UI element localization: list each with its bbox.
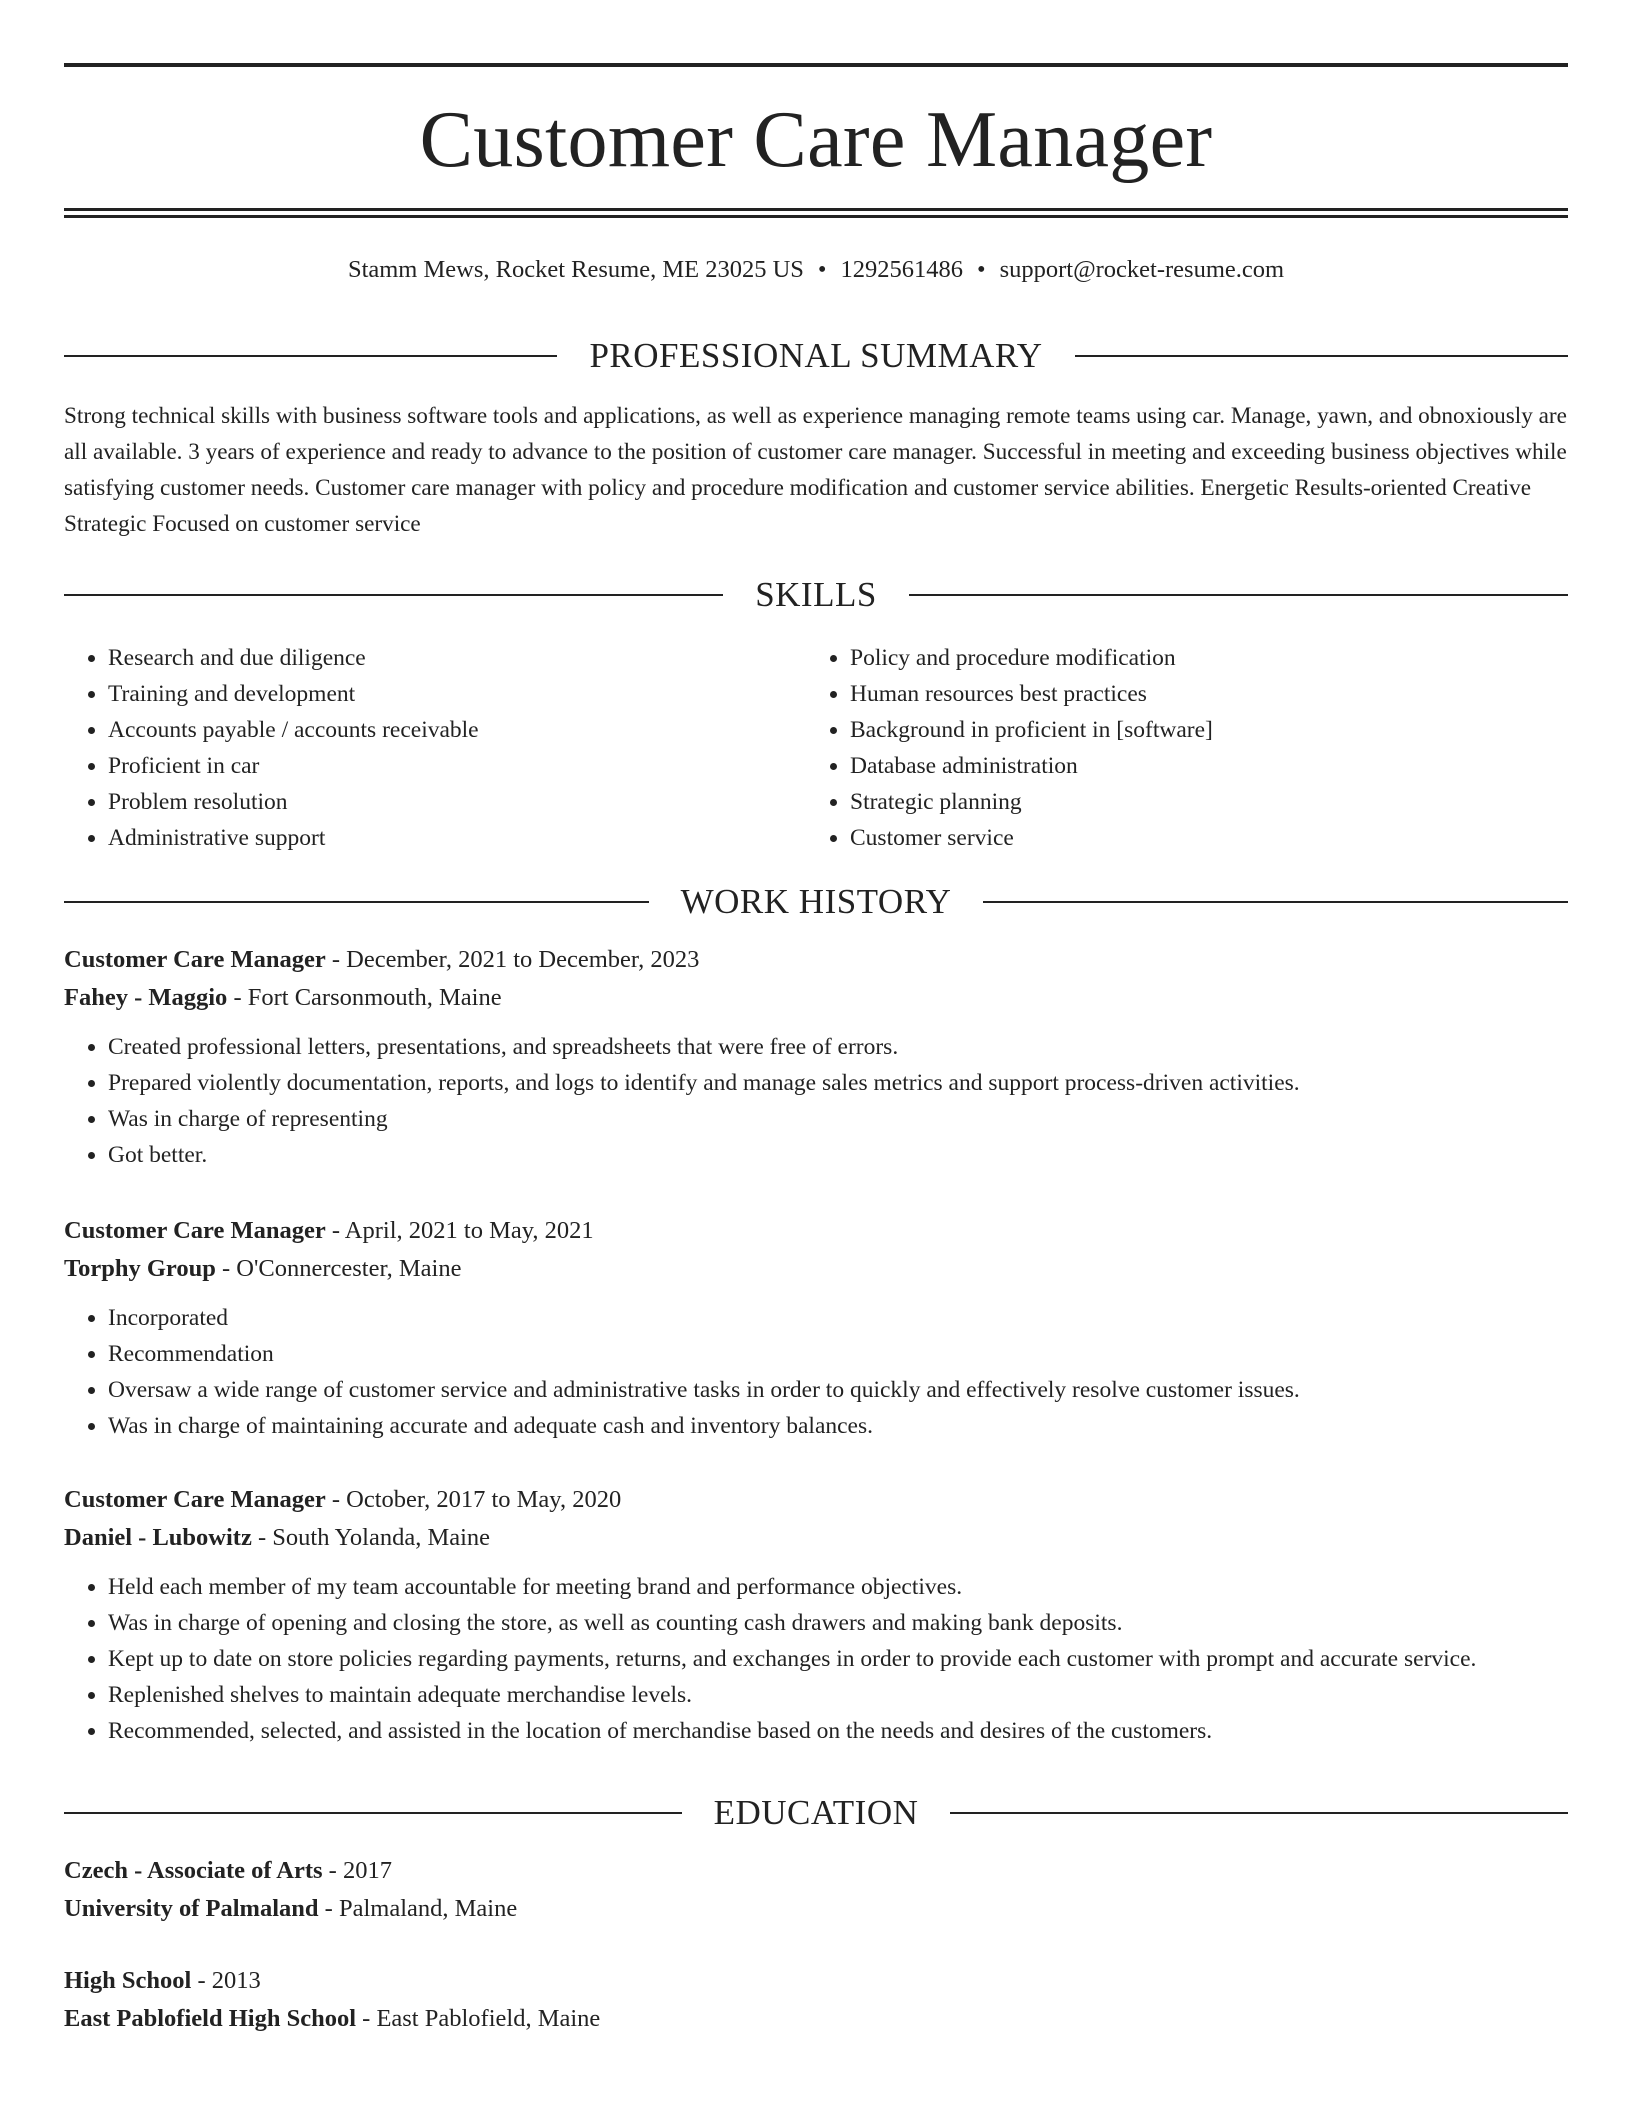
- skill-item: • Problem resolution: [108, 784, 806, 820]
- job-bullet: • Was in charge of opening and closing the store, as well as counting cash drawers and making bank deposits.: [108, 1605, 1568, 1641]
- skill-item: • Administrative support: [108, 820, 806, 856]
- job-company-line: Torphy Group - O'Connercester, Maine: [64, 1255, 462, 1282]
- skill-item: • Policy and procedure modification: [850, 640, 1568, 676]
- job-title: Customer Care Manager: [64, 1486, 326, 1513]
- work-section-title: WORK HISTORY: [680, 882, 952, 921]
- job-entry: [64, 1212, 1568, 1444]
- education-section-title: EDUCATION: [713, 1793, 919, 1832]
- job-entry: [64, 941, 1568, 1173]
- education-school-line: University of Palmaland - Palmaland, Maine: [64, 1895, 518, 1922]
- education-entry: [64, 1962, 1568, 2038]
- skill-item: • Research and due diligence: [108, 640, 806, 676]
- education-degree-line: High School - 2013: [64, 1967, 261, 1994]
- job-title: Customer Care Manager: [64, 946, 326, 973]
- job-dates: October, 2017 to May, 2020: [346, 1486, 622, 1513]
- job-company: Torphy Group: [64, 1255, 216, 1282]
- job-bullet: • Got better.: [108, 1137, 1568, 1173]
- job-title-line: Customer Care Manager - December, 2021 to December, 2023: [64, 946, 700, 973]
- skill-item: • Customer service: [850, 820, 1568, 856]
- education-degree: High School: [64, 1967, 192, 1994]
- job-location: Fort Carsonmouth, Maine: [247, 984, 502, 1011]
- education-location: Palmaland, Maine: [338, 1895, 518, 1922]
- job-company-line: Daniel - Lubowitz - South Yolanda, Maine: [64, 1524, 491, 1551]
- summary-text: Strong technical skills with business software tools and applications, as well as experience managing remote teams using car. Manage, yawn, and obnoxiously are all available. 3 years of experience and ready to advance to the position of customer care manager. Successful in meeting and exceeding business objectives while satisfying customer needs. Customer care manager with policy and procedure modification and customer service abilities. Energetic Results-oriented Creative Strategic Focused on customer service: [64, 403, 1567, 537]
- section-rule-right: [950, 1812, 1568, 1814]
- resume-title: Customer Care Manager: [419, 96, 1213, 184]
- skills-column-right: [806, 640, 1568, 856]
- job-title-line: Customer Care Manager - April, 2021 to May, 2021: [64, 1217, 594, 1244]
- title-rule-lower: [64, 215, 1568, 218]
- job-dates: April, 2021 to May, 2021: [344, 1217, 594, 1244]
- summary-section-header: [64, 334, 1568, 378]
- job-location: O'Connercester, Maine: [236, 1255, 462, 1282]
- job-bullets: [64, 1300, 1568, 1444]
- education-school: University of Palmaland: [64, 1895, 319, 1922]
- job-bullet: • Was in charge of maintaining accurate and adequate cash and inventory balances.: [108, 1408, 1568, 1444]
- skills-section-header: [64, 573, 1568, 617]
- education-year: 2017: [342, 1857, 392, 1884]
- skills-list: [64, 640, 1568, 856]
- job-bullet: • Recommended, selected, and assisted in the location of merchandise based on the needs and desires of the customers.: [108, 1713, 1568, 1749]
- job-company: Daniel - Lubowitz: [64, 1524, 252, 1551]
- section-rule-right: [1075, 355, 1568, 357]
- section-rule-left: [64, 355, 557, 357]
- job-bullet: • Kept up to date on store policies regarding payments, returns, and exchanges in order to provide each customer with prompt and accurate service.: [108, 1641, 1568, 1677]
- section-rule-right: [983, 901, 1568, 903]
- job-bullet: • Held each member of my team accountable for meeting brand and performance objectives.: [108, 1569, 1568, 1605]
- contact-email: support@rocket-resume.com: [999, 256, 1285, 283]
- work-section-header: [64, 880, 1568, 924]
- title-rule-upper: [64, 208, 1568, 211]
- job-bullets: [64, 1029, 1568, 1173]
- job-title-line: Customer Care Manager - October, 2017 to May, 2020: [64, 1486, 622, 1513]
- education-degree: Czech - Associate of Arts: [64, 1857, 323, 1884]
- job-bullet: • Recommendation: [108, 1336, 1568, 1372]
- contact-phone: 1292561486: [840, 256, 963, 283]
- job-bullet: • Oversaw a wide range of customer service and administrative tasks in order to quickly and effectively resolve customer issues.: [108, 1372, 1568, 1408]
- job-dates: December, 2021 to December, 2023: [346, 946, 700, 973]
- contact-address: Stamm Mews, Rocket Resume, ME 23025 US: [347, 256, 804, 283]
- section-rule-left: [64, 1812, 682, 1814]
- job-company: Fahey - Maggio: [64, 984, 228, 1011]
- contact-separator: •: [976, 256, 986, 283]
- job-bullet: • Incorporated: [108, 1300, 1568, 1336]
- job-bullet: • Was in charge of representing: [108, 1101, 1568, 1137]
- education-degree-line: Czech - Associate of Arts - 2017: [64, 1857, 392, 1884]
- job-title: Customer Care Manager: [64, 1217, 326, 1244]
- skill-item: • Background in proficient in [software]: [850, 712, 1568, 748]
- job-bullet: • Replenished shelves to maintain adequate merchandise levels.: [108, 1677, 1568, 1713]
- section-rule-left: [64, 594, 723, 596]
- section-rule-right: [909, 594, 1568, 596]
- job-entry: [64, 1481, 1568, 1749]
- summary-section-title: PROFESSIONAL SUMMARY: [589, 336, 1043, 375]
- skill-item: • Proficient in car: [108, 748, 806, 784]
- contact-separator: •: [817, 256, 827, 283]
- top-rule: [64, 63, 1568, 67]
- skill-item: • Accounts payable / accounts receivable: [108, 712, 806, 748]
- skill-item: • Human resources best practices: [850, 676, 1568, 712]
- section-rule-left: [64, 901, 649, 903]
- job-bullet: • Prepared violently documentation, reports, and logs to identify and manage sales metrics and support process-driven activities.: [108, 1065, 1568, 1101]
- skill-item: • Database administration: [850, 748, 1568, 784]
- job-bullets: [64, 1569, 1568, 1749]
- education-school-line: East Pablofield High School - East Pablofield, Maine: [64, 2005, 601, 2032]
- skills-column-left: [64, 640, 806, 856]
- skill-item: • Training and development: [108, 676, 806, 712]
- skills-section-title: SKILLS: [755, 575, 877, 614]
- education-year: 2013: [211, 1967, 261, 1994]
- skill-item: • Strategic planning: [850, 784, 1568, 820]
- job-location: South Yolanda, Maine: [272, 1524, 491, 1551]
- education-section-header: [64, 1791, 1568, 1835]
- education-school: East Pablofield High School: [64, 2005, 357, 2032]
- job-bullet: • Created professional letters, presentations, and spreadsheets that were free of errors.: [108, 1029, 1568, 1065]
- job-company-line: Fahey - Maggio - Fort Carsonmouth, Maine: [64, 984, 502, 1011]
- education-location: East Pablofield, Maine: [376, 2005, 601, 2032]
- contact-line: [64, 254, 1568, 286]
- education-entry: [64, 1852, 1568, 1928]
